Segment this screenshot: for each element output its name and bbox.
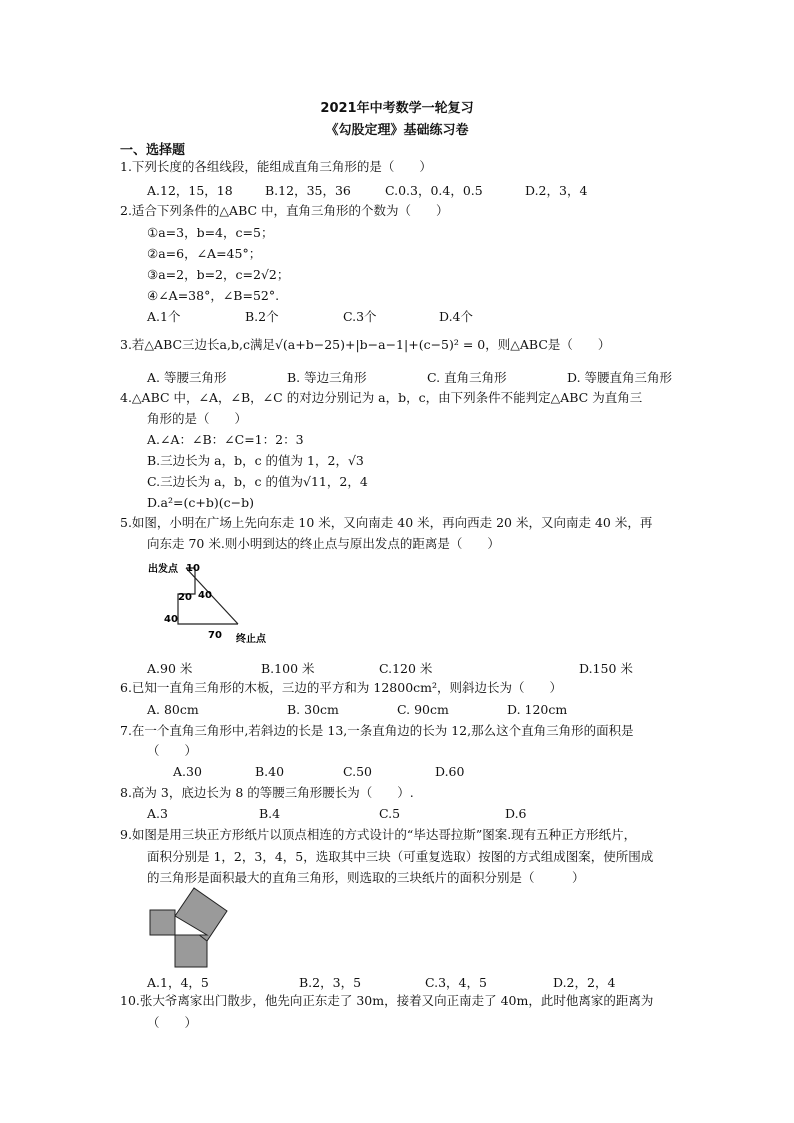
q4-option-b: B.三边长为 a，b，c 的值为 1，2，√3 — [147, 453, 364, 468]
q2-condition-2: ②a=6，∠A=45°； — [147, 246, 262, 261]
q8-option-d: D.6 — [505, 806, 527, 821]
q2-option-d: D.4个 — [439, 309, 474, 324]
square-left — [150, 910, 175, 935]
q5-option-a: A.90 米 — [147, 661, 193, 676]
question-5-stem-line-1: 5.如图，小明在广场上先向东走 10 米，又向南走 40 米，再向西走 20 米，又向南走 40 米，再 — [120, 515, 653, 530]
question-5-options — [147, 659, 707, 679]
q3-option-b: B. 等边三角形 — [287, 370, 367, 385]
q6-option-b: B. 30cm — [287, 702, 339, 717]
label-40-upper: 40 — [198, 590, 212, 601]
question-1-stem: 1.下列长度的各组线段，能组成直角三角形的是（ ） — [120, 159, 432, 174]
question-9-stem-line-1: 9.如图是用三块正方形纸片以顶点相连的方式设计的“毕达哥拉斯”图案.现有五种正方形纸片， — [120, 827, 637, 842]
q4-option-c: C.三边长为 a，b，c 的值为√11，2，4 — [147, 474, 368, 489]
label-end: 终止点 — [236, 634, 266, 645]
q1-option-d: D.2，3，4 — [525, 183, 588, 198]
title-line-2: 《勾股定理》基础练习卷 — [325, 123, 469, 138]
q2-option-c: C.3个 — [343, 309, 377, 324]
q2-condition-1: ①a=3，b=4，c=5； — [147, 225, 274, 240]
q8-option-a: A.3 — [147, 806, 168, 821]
q6-option-d: D. 120cm — [507, 702, 568, 717]
q5-option-b: B.100 米 — [261, 661, 315, 676]
question-8-options — [147, 806, 707, 826]
question-7-stem-line-1: 7.在一个直角三角形中,若斜边的长是 13,一条直角边的长为 12,那么这个直角三角形的面积是 — [120, 723, 634, 738]
q9-option-d: D.2，2，4 — [553, 975, 616, 990]
question-3-options — [147, 368, 707, 388]
q5-option-d: D.150 米 — [579, 661, 633, 676]
q2-option-b: B.2个 — [245, 309, 279, 324]
question-9-stem-line-3: 的三角形是面积最大的直角三角形，则选取的三块纸片的面积分别是（ ） — [147, 870, 585, 885]
q6-option-a: A. 80cm — [147, 702, 199, 717]
square-bottom — [175, 935, 207, 967]
q7-option-a: A.30 — [173, 764, 202, 779]
q9-option-c: C.3，4，5 — [425, 975, 487, 990]
section-heading: 一、选择题 — [120, 143, 186, 158]
q7-option-b: B.40 — [255, 764, 285, 779]
q3-option-a: A. 等腰三角形 — [147, 370, 227, 385]
q2-option-a: A.1个 — [147, 309, 181, 324]
question-4-stem-line-2: 角形的是（ ） — [147, 411, 248, 426]
question-7-options — [147, 764, 707, 784]
label-40-lower: 40 — [164, 614, 178, 625]
q3-option-c: C. 直角三角形 — [427, 370, 507, 385]
question-7-stem-line-2: （ ） — [147, 743, 198, 758]
q1-option-a: A.12，15，18 — [147, 183, 233, 198]
q2-condition-3: ③a=2，b=2，c=2√2； — [147, 267, 290, 282]
q1-option-c: C.0.3，0.4，0.5 — [385, 183, 483, 198]
pythagoras-squares-figure — [146, 886, 230, 972]
q7-option-c: C.50 — [343, 764, 372, 779]
question-9-stem-line-2: 面积分别是 1，2，3，4，5，选取其中三块（可重复选取）按图的方式组成图案，使所围成 — [147, 849, 654, 864]
q9-option-b: B.2，3，5 — [299, 975, 362, 990]
question-6-stem: 6.已知一直角三角形的木板，三边的平方和为 12800cm²，则斜边长为（ ） — [120, 680, 563, 695]
question-6-options — [147, 702, 707, 722]
label-start: 出发点 — [148, 564, 178, 575]
displacement-line — [186, 568, 238, 624]
label-70: 70 — [208, 630, 222, 641]
question-10-stem-line-1: 10.张大爷离家出门散步，他先向正东走了 30m，接着又向正南走了 40m，此时他离家的距离为 — [120, 993, 654, 1008]
title-line-1: 2021年中考数学一轮复习 — [320, 101, 474, 116]
q3-option-d: D. 等腰直角三角形 — [567, 370, 673, 385]
question-3-stem: 3.若△ABC三边长a,b,c满足√(a+b−25)+|b−a−1|+(c−5)² = 0，则△ABC是（ ） — [120, 337, 611, 352]
question-1-options — [147, 181, 707, 201]
q2-condition-4: ④∠A=38°，∠B=52°. — [147, 288, 280, 303]
question-8-stem: 8.高为 3，底边长为 8 的等腰三角形腰长为（ ）. — [120, 785, 414, 800]
question-2-options — [147, 307, 707, 327]
q6-option-c: C. 90cm — [397, 702, 449, 717]
q5-option-c: C.120 米 — [379, 661, 433, 676]
q8-option-c: C.5 — [379, 806, 401, 821]
question-5-stem-line-2: 向东走 70 米.则小明到达的终止点与原出发点的距离是（ ） — [147, 536, 500, 551]
q9-option-a: A.1，4，5 — [147, 975, 209, 990]
walking-path-figure — [146, 560, 276, 650]
label-10: 10 — [186, 563, 200, 574]
question-4-stem-line-1: 4.△ABC 中，∠A，∠B，∠C 的对边分别记为 a，b，c，由下列条件不能判定△ABC 为直角三 — [120, 390, 643, 405]
q8-option-b: B.4 — [259, 806, 281, 821]
q1-option-b: B.12，35，36 — [265, 183, 351, 198]
question-2-stem: 2.适合下列条件的△ABC 中，直角三角形的个数为（ ） — [120, 203, 449, 218]
q4-option-d: D.a²=(c+b)(c−b) — [147, 495, 254, 510]
q4-option-a: A.∠A：∠B：∠C=1：2：3 — [147, 432, 304, 447]
label-20: 20 — [178, 592, 192, 603]
question-10-stem-line-2: （ ） — [147, 1015, 198, 1030]
q7-option-d: D.60 — [435, 764, 465, 779]
